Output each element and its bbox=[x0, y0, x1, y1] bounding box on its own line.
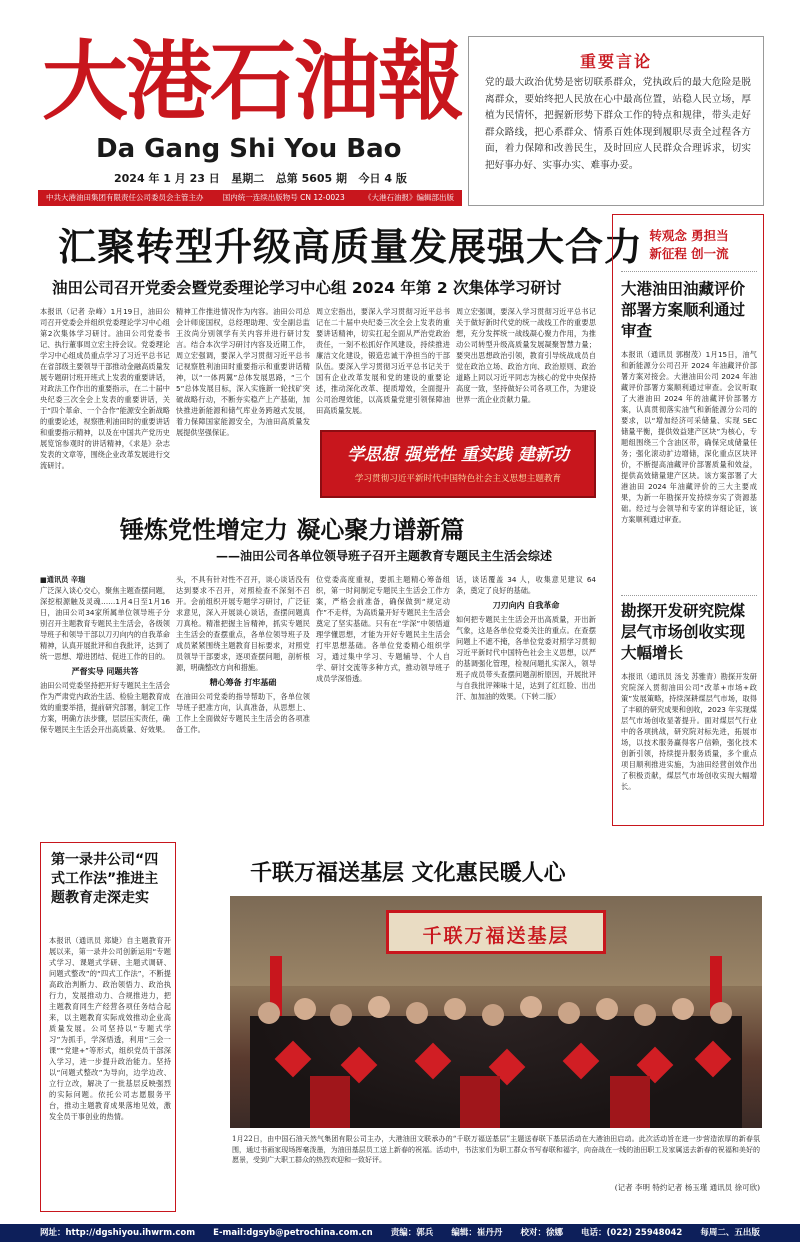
left-feature-headline: 第一录井公司“四式工作法”推进主题教育走深走实 bbox=[51, 852, 159, 906]
article2-col-4-text-b: 如何把专题民主生活会开出高质量，开出新气象，这是各单位党委关注的重点。在查摆问题上不遮不掩，各单位党委对照学习贯彻习近平新时代中国特色社会主义思想，以严的基调强化管理，检视问题扎实深入，领导班子成员带头查摆问题剖析原因，开展批评与自我批评辣味十足，达到了红红脸、出出汗、加加油的效果。（下转二版） bbox=[456, 615, 596, 701]
quote-title: 重要言论 bbox=[579, 52, 652, 71]
article2-col-4-sub: 刀刃向内 自我革命 bbox=[492, 601, 560, 610]
band-publisher: 中共大港油田集团有限责任公司委员会主管主办 bbox=[46, 193, 204, 202]
footer-bar bbox=[0, 1224, 800, 1242]
photo-banner-text: 千联万福送基层 bbox=[422, 925, 570, 947]
masthead-band bbox=[38, 190, 462, 206]
masthead-pinyin: Da Gang Shi You Bao bbox=[96, 134, 402, 164]
lead-col-1: 本报讯（记者 杂峰）1月19日，油田公司召开党委会并组织党委理论学习中心组第2次集体学习研讨。油田公司党委书记、执行董事周立宏主持会议。党委理论学习中心组成员重点学习了习近平总书记在省部级主要领导干部推动金融高质量发展专题研讨班开班式上发表的重要讲话，对政法工作作出的重要指示，在二十届中央纪委三次全会上发表的重要讲话，关于“四个革命、一个合作”能源安全新战略的重要论述，视察胜利油田时的重要讲话和重要指示精神，以及在中国共产党历史展览馆参观时的讲话精神，《求是》杂志发表的文章等，围绕企业改革发展进行交流研讨。 bbox=[40, 307, 170, 470]
article2-col-2-text: 头，不具有针对性不召开，谈心谈话没有达到要求不召开，对照检查不深刻不召开。会前组织开展专题学习研讨，广泛征求意见，深入开展谈心谈话，查摆问题真刀真枪。精准把握主旨精神，抓实专题民主生活会的查摆重点，各单位领导班子及成员紧紧围绕主题教育目标要求，对照党员领导干部要求，逐项查摆问题，剖析根源，明确整改方向和措施。 bbox=[176, 575, 310, 672]
article2-col-3 bbox=[316, 574, 450, 826]
lead-col-4: 周立宏强调，要深入学习贯彻习近平总书记关于做好新时代党的统一战线工作的重要思想，充分发挥统一战线凝心聚力作用，为推动公司转型升级高质量发展凝聚智慧力量；要突出思想政治引领，教育引导统战成员自觉在政治立场、政治方向、政治原则、政治道路上同以习近平同志为核心的党中央保持高度一致，坚持做好公司各项工作，为建设世界一流企业贡献力量。 bbox=[456, 307, 596, 404]
right-slogan bbox=[623, 227, 755, 263]
photo-credit: (记者 李明 特约记者 杨玉瑾 通讯员 徐可欣) bbox=[614, 1183, 760, 1192]
lead-headline: 汇聚转型升级高质量发展强大合力 bbox=[58, 225, 644, 269]
article2-col-1-text: 广泛深入谈心交心，聚焦主题查摆问题，深挖根源触及灵魂……1月4日至1月16日，油田公司34家所属单位领导班子分别召开主题教育专题民主生活会，各级领导班子和领导干部以刀刃向内的自我革命精神，认真开展批评和自我批评，达到了统一思想、增进团结、促进工作的目的。 bbox=[40, 586, 170, 661]
right2-headline: 勘探开发研究院煤层气市场创收实现大幅增长 bbox=[621, 602, 746, 662]
right1-headline: 大港油田油藏评价部署方案顺利通过审查 bbox=[621, 280, 746, 340]
article2-col-2 bbox=[176, 574, 310, 826]
photo-feature-headline: 千联万福送基层 文化惠民暖人心 bbox=[250, 861, 566, 886]
issue-date: 2024 年 1 月 23 日 bbox=[114, 172, 220, 185]
article2-col-4-text: 话，谈话覆盖 34 人，收集意见建议 64 条，奠定了良好的基础。 bbox=[456, 575, 596, 595]
article2-col-1 bbox=[40, 574, 170, 826]
band-cn-number: 国内统一连续出版物号 CN 12-0023 bbox=[222, 193, 345, 202]
photo-banner bbox=[386, 910, 606, 954]
quote-box bbox=[468, 36, 764, 206]
event-photo bbox=[230, 896, 762, 1128]
issue-weekday: 星期二 bbox=[231, 172, 265, 185]
footer-phone: 电话：(022) 25948042 bbox=[581, 1228, 683, 1238]
article2-headline: 锤炼党性增定力 凝心聚力谱新篇 bbox=[120, 516, 465, 544]
article2-col-1-text-b: 油田公司党委坚持把开好专题民主生活会作为严肃党内政治生活、检验主题教育成效的重要举措，提前研究部署，制定工作方案，明确方法步骤，层层压实责任，确保专题民主生活会开出高质量、好效果。 bbox=[40, 681, 170, 734]
issue-pages: 今日 4 版 bbox=[358, 172, 407, 185]
right-slogan-line-2: 新征程 创一流 bbox=[649, 246, 729, 261]
footer-schedule: 每周二、五出版 bbox=[700, 1228, 760, 1238]
quote-text: 党的最大政治优势是密切联系群众，党执政后的最大危险是脱离群众，要始终把人民放在心中最高位置，站稳人民立场，厚植为民情怀，把握新形势下群众工作的特点和规律，带头走好群众路线，把心系群众、情系百姓体现到履职尽责全过程各方面，着力保障和改善民生，及时回应人民群众合理诉求，切实把好事办好、实事办实、难事办妥。 bbox=[485, 77, 751, 171]
photo-caption: 1月22日，由中国石油天然气集团有限公司主办，大港油田文联承办的“千联万福送基层”主题送春联下基层活动在大港油田启动。此次活动旨在进一步营造浓厚的新春氛围，通过书画家现场挥毫泼墨，为油田基层员工送上新春的祝福。活动中，书法家们为职工群众书写春联和福字，向奋战在一线的油田职工及家属送去新春的祝福和美好的愿景，受到广大职工群众的热烈欢迎和一致好评。 bbox=[232, 1135, 760, 1164]
article2-subhead: ——油田公司各单位领导班子召开主题教育专题民主生活会综述 bbox=[216, 549, 553, 563]
right-divider-top bbox=[621, 271, 757, 272]
lead-subhead: 油田公司召开党委会暨党委理论学习中心组 2024 年第 2 次集体学习研讨 bbox=[52, 279, 562, 297]
issue-number: 总第 5605 期 bbox=[275, 172, 348, 185]
article2-col-1-sub: 严督实导 同题共答 bbox=[71, 667, 139, 676]
masthead bbox=[38, 30, 478, 200]
article2-col-3-text: 位党委高度重视，要抓主题精心筹备组织，第一时间制定专题民主生活会工作方案，严格会前准备，确保做到“规定动作”不走样，为高质量开好专题民主生活会奠定了坚实基础。只有在“学深”中领悟道理学懂思想，才能为开好专题民主生活会打牢思想基础。各单位党委精心组织学习，通过集中学习、专题辅导、个人自学、研讨交流等多种方式，推动领导班子成员学深悟透。 bbox=[316, 575, 450, 683]
slogan-line-2: 学习贯彻习近平新时代中国特色社会主义思想主题教育 bbox=[354, 474, 562, 484]
footer-proof: 校对：徐娜 bbox=[520, 1228, 563, 1238]
slogan-banner bbox=[320, 430, 596, 498]
footer-editor: 责编：郭兵 bbox=[390, 1228, 434, 1238]
right-column bbox=[612, 214, 764, 826]
footer-editor-2: 编辑：崔丹丹 bbox=[451, 1228, 503, 1238]
masthead-title: 大港石油報 bbox=[42, 31, 462, 132]
left-feature bbox=[40, 842, 176, 1212]
right1-text: 本报讯（通讯员 郭樹茂）1月15日，油气和新能源分公司召开 2024 年油藏评价部署方案对接会。大港油田公司 2024 年油藏评价部署方案顺利通过审查。会议听取了大港油田 2024 年的油藏评价部署方案，认真贯彻落实油气和新能源分公司的要求，以“增加经济可采储量、实现 SEC 储量平衡，提供效益建产区块”为核心，专题组围绕三个含油区带，确保完成储量任务；强化滚动扩边增储，深化重点区块评价，不断提高油藏评价部署质量和效益，提供高效储量建产区块。该方案部署了大港油田 2024 年油藏评价的三大主要成果，为新一年勘探开发持续夯实了资源基础。经过与会领导和专家的详细论证，该方案顺利通过审查。 bbox=[621, 350, 757, 524]
lead-col-2: 精神工作推进情况作为内容。油田公司总会计师庞国权，总经理助理、安全副总监王汝尚分别领学有关内容并进行研讨发言。结合本次学习研讨内容及近期工作，周立宏强调，要深入学习贯彻习近平总书记视察胜利油田时重要指示和重要讲话精神，以“一体两翼”总体发展思路，“三个5”总体发展目标，深入实施新一轮找矿突破战略行动，不断夯实稳产上产基础，加快推进新能源和储气库业务跨越式发展，着力保障国家能源安全，为油田高质量发展提供坚强保证。 bbox=[176, 307, 310, 437]
article2-col-2-text-b: 在油田公司党委的指导帮助下，各单位领导班子把准方向，认真准备，从思想上、工作上全面做好专题民主生活会的各项准备工作。 bbox=[176, 692, 310, 734]
right2-text: 本报讯（通讯员 汤戈 苏雅青）勘探开发研究院深入贯彻油田公司“改革+市场+政策”发展策略，持续深耕煤层气市场，取得了丰硕的研究成果和创收，2023 年实现煤层气市场创收显著提升。面对煤层气行业中的各项挑战，研究院对标先进，拓展市场，以技术服务赢得客户信赖，强化技术创新引领，持续提升服务质量，多个重点项目顺利推进实施，为油田经营创效作出了积极贡献，煤层气市场创收实现大幅增长。 bbox=[621, 672, 757, 791]
photo-crowd bbox=[250, 992, 742, 1128]
article2-col-4 bbox=[456, 574, 596, 826]
article2-col-2-sub: 精心筹备 打牢基础 bbox=[209, 678, 277, 687]
footer-email[interactable]: E-mail:dgsyb@petrochina.com.cn bbox=[213, 1228, 373, 1238]
footer-website[interactable]: 网址：http://dgshiyou.ihwrm.com bbox=[40, 1228, 196, 1238]
right-divider-mid bbox=[621, 595, 757, 596]
lead-col-3: 周立宏指出，要深入学习贯彻习近平总书记在二十届中央纪委三次全会上发表的重要讲话精神，切实扛起全面从严治党政治责任，一刻不松抓好作风建设，持续推进廉洁文化建设，锻造忠诚干净担当的干部队伍。要深入学习贯彻习近平总书记关于国有企业改革发展和党的建设的重要论述，推动深化改革、提质增效，全面提升公司治理效能，以高质量党建引领保障油田高质量发展。 bbox=[316, 307, 450, 415]
band-editorial: 《大港石油报》编辑部出版 bbox=[363, 193, 454, 202]
masthead-dateline bbox=[114, 170, 474, 186]
slogan-line-1: 学思想 强党性 重实践 建新功 bbox=[347, 445, 569, 465]
right-slogan-line-1: 转观念 勇担当 bbox=[649, 228, 729, 243]
left-feature-text: 本报讯（通讯员 郑婕）自主题教育开展以来，第一录井公司创新运用“专题式学习、课题式学研、主题式调研、问题式整改”的“四式工作法”，不断提高政治判断力、政治领悟力、政治执行力，发展推动力、合规推进力，把主题教育同生产经营各项任务结合起来，以主题教育实际成效推动企业高质量发展。公司坚持以“专题式学习”为抓手，学深悟透，利用“三会一课”“党建+”等形式，组织党员干部深入学习，进一步提升政治能力。坚持以“问题式整改”为导向，边学边改、立行立改，解决了一批基层反映强烈的实际问题。依托公司志愿服务平台，推动主题教育成果落地见效，激发全员干事创业的热情。 bbox=[49, 936, 171, 1121]
article2-byline: ■通讯员 辛瑞 bbox=[40, 575, 86, 584]
